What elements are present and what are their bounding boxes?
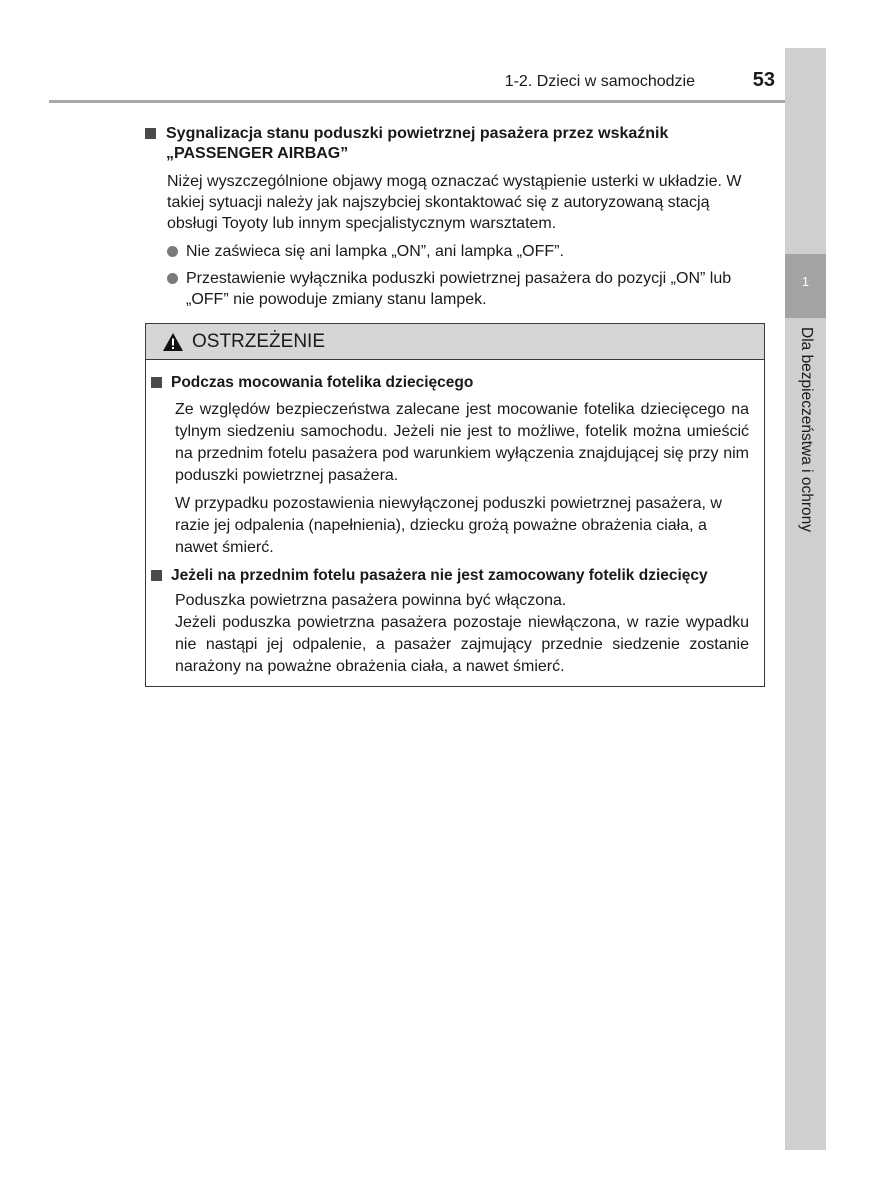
warning-item-heading-text: Podczas mocowania fotelika dziecięcego: [171, 374, 474, 391]
warning-paragraph: W przypadku pozostawienia niewyłączonej poduszki powietrznej pasażera, w razie jej odpalenia (napełnienia), dziecku grożą poważne obrażenia ciała, a nawet śmierć.: [175, 495, 722, 556]
warning-paragraph: Jeżeli poduszka powietrzna pasażera pozostaje niewłączona, w razie wypadku nie nastąpi jej odpalenie, a pasażer zajmujący przednie siedzenie zostanie narażony na poważne obrażenia ciała, a nawet śmierć.: [175, 614, 749, 675]
list-item-text: Przestawienie wyłącznika poduszki powietrznej pasażera do pozycji „ON” lub „OFF” nie powoduje zmiany stanu lampek.: [186, 270, 732, 308]
list-item-text: Nie zaświeca się ani lampka „ON”, ani lampka „OFF”.: [186, 243, 564, 260]
square-bullet-icon: [151, 570, 162, 581]
chapter-title-vertical: Dla bezpieczeństwa i ochrony: [798, 327, 815, 533]
chapter-side-strip: [785, 48, 826, 1150]
warning-item-heading: [151, 566, 749, 586]
warning-item-heading: [151, 373, 749, 393]
circle-bullet-icon: [167, 273, 178, 284]
square-bullet-icon: [145, 128, 156, 139]
header-divider: [49, 100, 826, 103]
list-item: [167, 241, 765, 262]
list-item: [167, 268, 765, 310]
section-heading-text: Sygnalizacja stanu poduszki powietrznej pasażera przez wskaźnik „PASSENGER AIRBAG”: [166, 125, 669, 162]
warning-paragraph: Poduszka powietrzna pasażera powinna być włączona.: [175, 592, 567, 609]
warning-box: [145, 323, 765, 687]
warning-title: OSTRZEŻENIE: [192, 330, 326, 352]
warning-body: [146, 360, 764, 678]
header-section-title: 1-2. Dzieci w samochodzie: [504, 73, 695, 90]
section-intro: Niżej wyszczególnione objawy mogą oznaczać wystąpienie usterki w układzie. W takiej sytuacji należy jak najszybciej skontaktować się z autoryzowaną stacją obsługi Toyoty lub innym specjalistycznym warsztatem.: [167, 173, 742, 232]
page-number: 53: [752, 69, 775, 91]
circle-bullet-icon: [167, 246, 178, 257]
warning-header: [146, 324, 764, 360]
warning-triangle-icon: [162, 332, 184, 352]
chapter-tab: 1: [785, 254, 826, 318]
warning-item-heading-text: Jeżeli na przednim fotelu pasażera nie jest zamocowany fotelik dziecięcy: [171, 567, 708, 584]
warning-paragraph: Ze względów bezpieczeństwa zalecane jest mocowanie fotelika dziecięcego na tylnym siedzeniu samochodu. Jeżeli nie jest to możliwe, fotelik można umieścić na przednim fotelu pasażera pod warunkiem wyłączenia znajdującej się przy nim poduszki powietrznej pasażera.: [175, 401, 749, 484]
square-bullet-icon: [151, 377, 162, 388]
section-heading: [145, 124, 765, 164]
passenger-airbag-section: [145, 124, 765, 310]
